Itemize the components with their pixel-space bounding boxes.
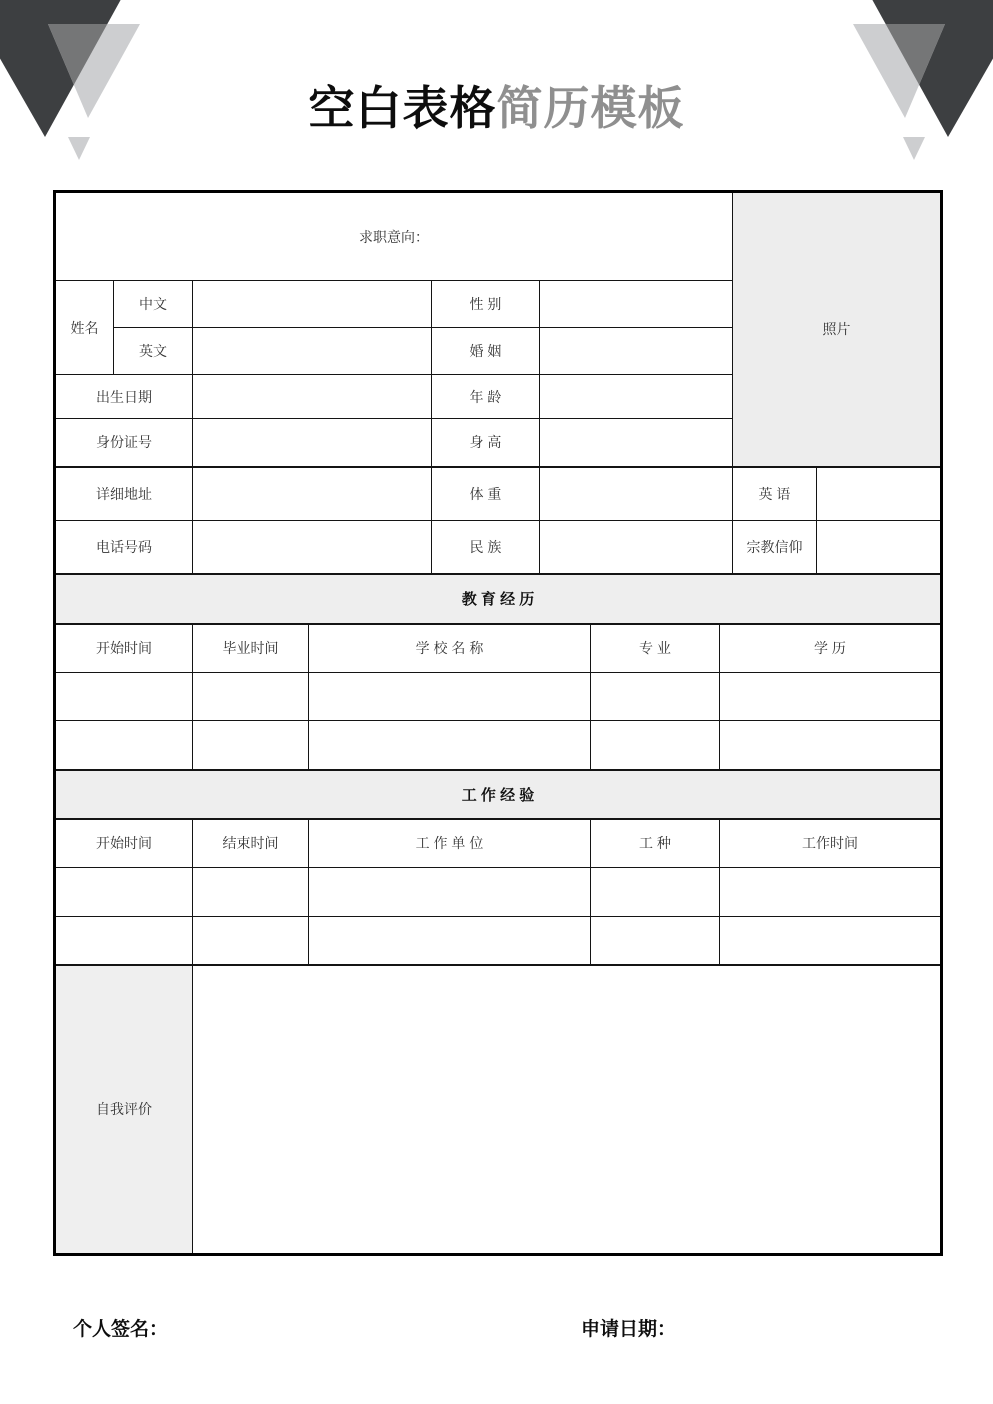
row-self-evaluation	[55, 965, 942, 1255]
row-education-columns	[55, 624, 942, 673]
ethnic-input-cell[interactable]	[540, 521, 733, 574]
resume-form-table	[53, 190, 943, 1256]
title-gray-part: 简历模板	[496, 82, 685, 134]
work2-end-input-cell[interactable]	[193, 917, 309, 965]
signature-label: 个人签名：	[73, 1319, 169, 1340]
phone-input-cell[interactable]	[193, 521, 432, 574]
edu2-graduate-input-cell[interactable]	[193, 721, 309, 770]
edu1-graduate-input-cell[interactable]	[193, 673, 309, 721]
id-number-input-cell[interactable]	[193, 419, 432, 467]
row-job-intent	[55, 192, 942, 281]
edu-col-graduate-label: 毕业时间	[193, 624, 309, 673]
edu2-start-input-cell[interactable]	[55, 721, 193, 770]
edu-col-start-label: 开始时间	[55, 624, 193, 673]
marriage-label: 婚 姻	[432, 328, 540, 375]
education-row-2	[55, 721, 942, 770]
work-col-end-label: 结束时间	[193, 819, 309, 868]
title-black-part: 空白表格	[308, 82, 497, 134]
weight-label: 体 重	[432, 467, 540, 521]
age-label: 年 龄	[432, 375, 540, 419]
work1-end-input-cell[interactable]	[193, 868, 309, 917]
name-en-label: 英文	[114, 328, 193, 375]
phone-label: 电话号码	[55, 521, 193, 574]
education-row-1	[55, 673, 942, 721]
birth-date-label: 出生日期	[55, 375, 193, 419]
work-row-1	[55, 868, 942, 917]
religion-input-cell[interactable]	[817, 521, 942, 574]
edu1-degree-input-cell[interactable]	[720, 673, 942, 721]
edu2-major-input-cell[interactable]	[591, 721, 720, 770]
page-title	[0, 82, 993, 134]
work1-company-input-cell[interactable]	[309, 868, 591, 917]
work-row-2	[55, 917, 942, 965]
photo-placeholder-cell[interactable]: 照片	[733, 192, 942, 467]
self-evaluation-label: 自我评价	[55, 965, 193, 1255]
row-phone	[55, 521, 942, 574]
height-input-cell[interactable]	[540, 419, 733, 467]
religion-label: 宗教信仰	[733, 521, 817, 574]
age-input-cell[interactable]	[540, 375, 733, 419]
work-col-jobtype-label: 工 种	[591, 819, 720, 868]
job-intent-cell[interactable]: 求职意向：	[55, 192, 733, 281]
name-cn-input-cell[interactable]	[193, 281, 432, 328]
work-section-header: 工 作 经 验	[55, 770, 942, 819]
edu-col-school-label: 学 校 名 称	[309, 624, 591, 673]
row-education-band	[55, 574, 942, 624]
name-label: 姓名	[55, 281, 114, 375]
ethnic-label: 民 族	[432, 521, 540, 574]
english-label: 英 语	[733, 467, 817, 521]
education-section-header: 教 育 经 历	[55, 574, 942, 624]
address-label: 详细地址	[55, 467, 193, 521]
row-address	[55, 467, 942, 521]
work-col-company-label: 工 作 单 位	[309, 819, 591, 868]
edu2-degree-input-cell[interactable]	[720, 721, 942, 770]
triangle-small-left	[68, 137, 90, 160]
edu-col-degree-label: 学 历	[720, 624, 942, 673]
english-input-cell[interactable]	[817, 467, 942, 521]
work1-worktime-input-cell[interactable]	[720, 868, 942, 917]
edu1-start-input-cell[interactable]	[55, 673, 193, 721]
application-date-label: 申请日期：	[581, 1319, 677, 1340]
work2-worktime-input-cell[interactable]	[720, 917, 942, 965]
work2-start-input-cell[interactable]	[55, 917, 193, 965]
gender-label: 性 别	[432, 281, 540, 328]
work1-start-input-cell[interactable]	[55, 868, 193, 917]
gender-input-cell[interactable]	[540, 281, 733, 328]
edu1-school-input-cell[interactable]	[309, 673, 591, 721]
marriage-input-cell[interactable]	[540, 328, 733, 375]
row-work-band	[55, 770, 942, 819]
work2-jobtype-input-cell[interactable]	[591, 917, 720, 965]
id-number-label: 身份证号	[55, 419, 193, 467]
edu1-major-input-cell[interactable]	[591, 673, 720, 721]
self-evaluation-input-cell[interactable]	[193, 965, 942, 1255]
work-col-start-label: 开始时间	[55, 819, 193, 868]
weight-input-cell[interactable]	[540, 467, 733, 521]
address-input-cell[interactable]	[193, 467, 432, 521]
name-cn-label: 中文	[114, 281, 193, 328]
edu-col-major-label: 专 业	[591, 624, 720, 673]
name-en-input-cell[interactable]	[193, 328, 432, 375]
edu2-school-input-cell[interactable]	[309, 721, 591, 770]
work-col-worktime-label: 工作时间	[720, 819, 942, 868]
row-work-columns	[55, 819, 942, 868]
birth-date-input-cell[interactable]	[193, 375, 432, 419]
work1-jobtype-input-cell[interactable]	[591, 868, 720, 917]
triangle-small-right	[903, 137, 925, 160]
height-label: 身 高	[432, 419, 540, 467]
work2-company-input-cell[interactable]	[309, 917, 591, 965]
